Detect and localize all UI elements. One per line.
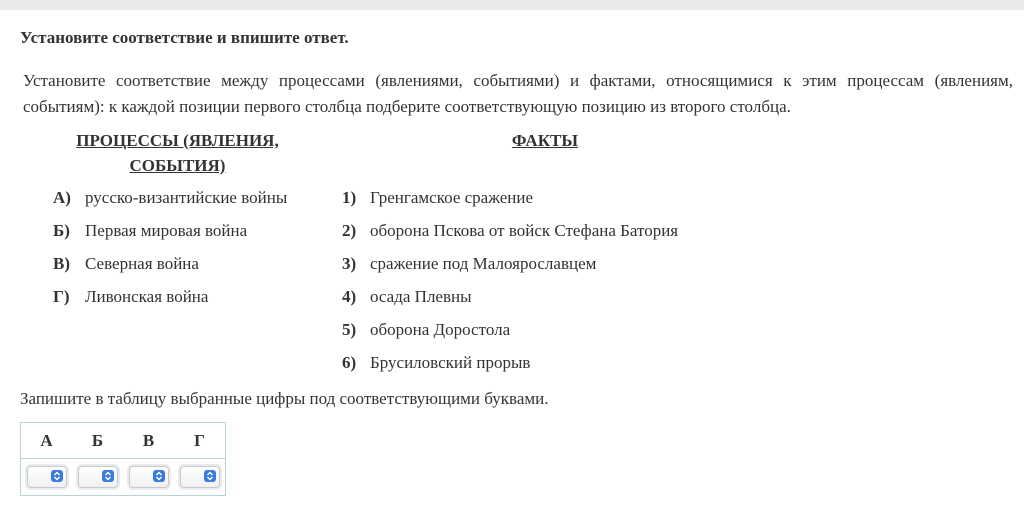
fact-key: 2): [342, 221, 357, 240]
chevron-up-down-icon: [51, 470, 63, 482]
process-item: [53, 188, 287, 208]
fact-text: осада Плевны: [370, 287, 472, 306]
instruction-heading: Установите соответствие и впишите ответ.: [20, 28, 349, 47]
chevron-up-down-icon: [204, 470, 216, 482]
fact-text: оборона Пскова от войск Стефана Батория: [370, 221, 679, 240]
process-text: Ливонская война: [85, 287, 209, 306]
fact-key: 3): [342, 254, 357, 273]
process-key: Б): [53, 221, 70, 240]
processes-header-line1: ПРОЦЕССЫ (ЯВЛЕНИЯ,: [76, 131, 279, 150]
fact-text: Гренгамское сражение: [370, 188, 534, 207]
process-item: [53, 254, 199, 274]
fact-item: [342, 221, 678, 241]
fact-key: 5): [342, 320, 357, 339]
answer-select-b[interactable]: [78, 466, 118, 488]
fact-item: [342, 254, 596, 274]
processes-column-header: [60, 128, 295, 178]
fact-item: [342, 287, 472, 307]
processes-header-line2: СОБЫТИЯ): [129, 156, 226, 175]
fact-item: [342, 188, 533, 208]
fact-text: сражение под Малоярославцем: [370, 254, 597, 273]
task-text: Установите соответствие между процессами (явлениями, событиями) и фактами, относящимися к этим процессам (явлениям, событиям): к каждой позиции первого столбца подберите соответствующую позицию из второго столбца.: [23, 71, 1013, 116]
answer-select-g[interactable]: [180, 466, 220, 488]
fact-text: Брусиловский прорыв: [370, 353, 531, 372]
answer-select-v[interactable]: [129, 466, 169, 488]
fact-key: 4): [342, 287, 357, 306]
answer-cell: [21, 459, 73, 496]
process-key: В): [53, 254, 70, 273]
answer-table: [20, 422, 226, 496]
write-instruction: Запишите в таблицу выбранные цифры под соответствующими буквами.: [20, 389, 549, 408]
answer-header-g: Г: [174, 423, 226, 459]
fact-key: 6): [342, 353, 357, 372]
answer-header-b: Б: [72, 423, 123, 459]
process-item: [53, 287, 208, 307]
fact-item: [342, 320, 510, 340]
chevron-up-down-icon: [153, 470, 165, 482]
answer-table-header-row: [21, 423, 226, 459]
fact-key: 1): [342, 188, 357, 207]
fact-text: оборона Доростола: [370, 320, 511, 339]
process-key: А): [53, 188, 71, 207]
answer-cell: [174, 459, 226, 496]
answer-table-input-row: [21, 459, 226, 496]
process-item: [53, 221, 247, 241]
chevron-up-down-icon: [102, 470, 114, 482]
process-text: Первая мировая война: [85, 221, 248, 240]
answer-select-a[interactable]: [27, 466, 67, 488]
answer-cell: [72, 459, 123, 496]
top-bar: [0, 0, 1024, 10]
answer-cell: [123, 459, 174, 496]
process-text: русско-византийские войны: [85, 188, 288, 207]
answer-header-v: В: [123, 423, 174, 459]
fact-item: [342, 353, 530, 373]
facts-column-header: ФАКТЫ: [511, 131, 579, 150]
process-key: Г): [53, 287, 70, 306]
answer-header-a: А: [21, 423, 73, 459]
process-text: Северная война: [85, 254, 199, 273]
